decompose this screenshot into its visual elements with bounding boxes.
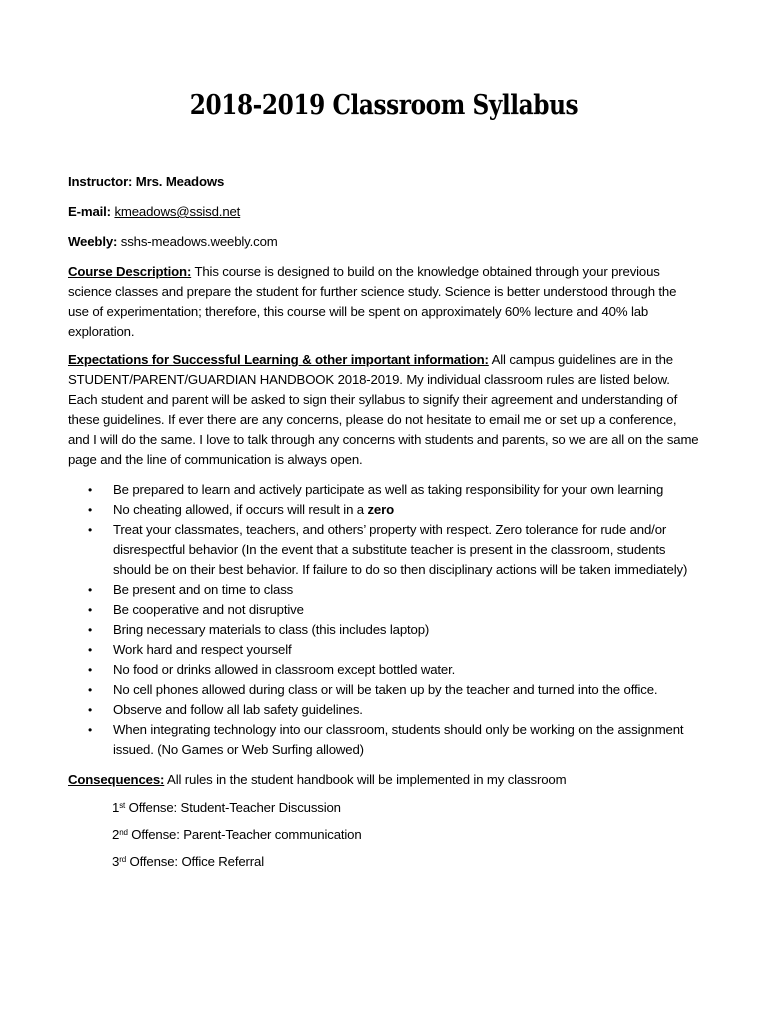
rule-text: Be present and on time to class: [113, 582, 294, 597]
bullet-icon: •: [88, 583, 93, 597]
rule-text: No food or drinks allowed in classroom except bottled water.: [113, 662, 456, 677]
course-description-heading: Course Description:: [68, 264, 192, 279]
list-item: [68, 600, 700, 620]
bullet-icon: •: [88, 683, 93, 697]
offense-number: 2: [112, 827, 120, 842]
bullet-icon: •: [88, 603, 93, 617]
rule-text: Observe and follow all lab safety guidelines.: [113, 702, 363, 717]
bullet-icon: •: [88, 523, 93, 537]
expectations-heading: Expectations for Successful Learning & other important information:: [68, 352, 489, 367]
list-item: [68, 700, 700, 720]
list-item: [68, 720, 700, 760]
offense-suffix: nd: [119, 828, 128, 837]
offense-suffix: st: [119, 801, 126, 810]
bullet-icon: •: [88, 643, 93, 657]
offense-number: 1: [112, 800, 120, 815]
bullet-icon: •: [88, 623, 93, 637]
consequences-text: All rules in the student handbook will be implemented in my classroom: [167, 772, 567, 787]
list-item: [68, 580, 700, 600]
list-item: [68, 500, 700, 520]
rule-text: Treat your classmates, teachers, and others’ property with respect. Zero tolerance for rude and/or disrespectful behavior (In the event that a substitute teacher is present in the classroom, students should be on their best behavior. If failure to do so then disciplinary actions will be taken immediately): [113, 522, 688, 577]
bullet-icon: •: [88, 503, 93, 517]
syllabus-content: [68, 172, 700, 871]
offense-number: 3: [112, 854, 120, 869]
email-link[interactable]: kmeadows@ssisd.net: [114, 204, 241, 219]
course-description-text: This course is designed to build on the knowledge obtained through your previous science classes and prepare the student for further science study. Science is better understood through the use of experimentation; therefore, this course will be spent on approximately 60% lecture and 40% lab exploration.: [68, 264, 677, 339]
list-item: [68, 520, 700, 580]
offense-item: [68, 825, 700, 844]
rule-text: Be prepared to learn and actively participate as well as taking responsibility for your own learning: [113, 482, 664, 497]
list-item: [68, 640, 700, 660]
offense-item: [68, 798, 700, 817]
expectations: [68, 350, 700, 470]
offense-text: Offense: Student-Teacher Discussion: [125, 800, 341, 815]
offense-suffix: rd: [119, 855, 127, 864]
list-item: [68, 680, 700, 700]
rule-text: Work hard and respect yourself: [113, 642, 292, 657]
expectations-text: All campus guidelines are in the STUDENT/PARENT/GUARDIAN HANDBOOK 2018-2019. My individual classroom rules are listed below. Each student and parent will be asked to sign their syllabus to signify their agreement and understanding of these guidelines. If ever there are any concerns, please do not hesitate to email me or set up a conference, and I will do the same. I love to talk through any concerns with students and parents, so we are all on the same page and the line of communication is always open.: [68, 352, 699, 467]
rule-emphasis: zero: [367, 502, 394, 517]
rule-text: When integrating technology into our classroom, students should only be working on the assignment issued. (No Games or Web Surfing allowed): [113, 722, 684, 757]
bullet-icon: •: [88, 723, 93, 737]
offense-item: [68, 852, 700, 871]
rule-text: Bring necessary materials to class (this includes laptop): [113, 622, 430, 637]
instructor-line: [68, 172, 700, 192]
bullet-icon: •: [88, 483, 93, 497]
email-label: E-mail:: [68, 204, 111, 219]
rules-list: [68, 480, 700, 760]
page-title: 2018-2019 Classroom Syllabus: [189, 90, 579, 121]
course-description: [68, 262, 700, 342]
weebly-url: sshs-meadows.weebly.com: [120, 234, 278, 249]
weebly-label: Weebly:: [68, 234, 118, 249]
consequences: [68, 770, 700, 790]
instructor-label: Instructor: Mrs. Meadows: [68, 174, 225, 189]
rule-text: No cheating allowed, if occurs will result in a: [113, 502, 368, 517]
bullet-icon: •: [88, 703, 93, 717]
list-item: [68, 660, 700, 680]
consequences-heading: Consequences:: [68, 772, 165, 787]
bullet-icon: •: [88, 663, 93, 677]
offense-text: Offense: Office Referral: [126, 854, 264, 869]
rule-text: Be cooperative and not disruptive: [113, 602, 304, 617]
offense-text: Offense: Parent-Teacher communication: [127, 827, 362, 842]
email-line: [68, 202, 700, 222]
list-item: [68, 620, 700, 640]
weebly-line: [68, 232, 700, 252]
list-item: [68, 480, 700, 500]
rule-text: No cell phones allowed during class or will be taken up by the teacher and turned into the office.: [113, 682, 658, 697]
